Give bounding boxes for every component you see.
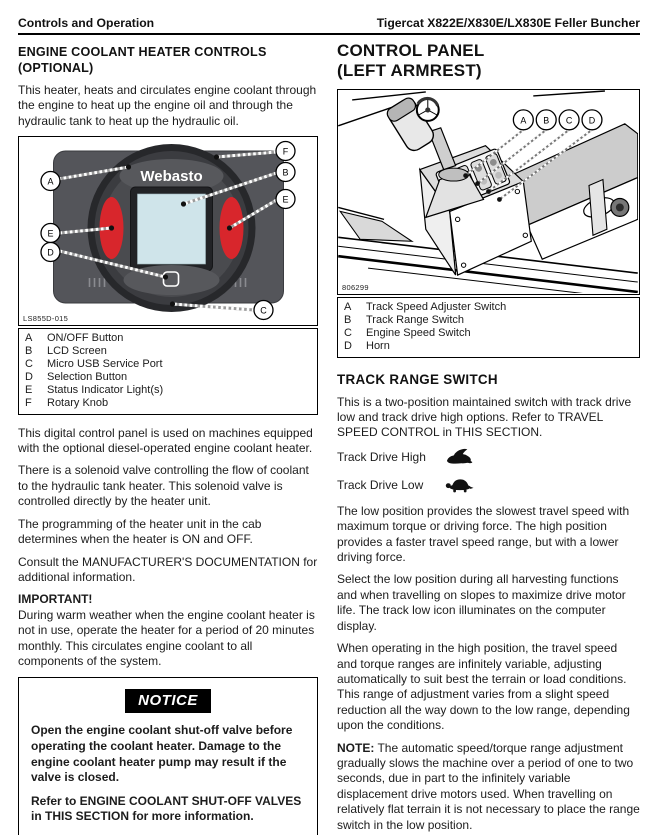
rabbit-icon: [445, 448, 475, 466]
legend-row: B LCD Screen: [25, 345, 107, 358]
lcd-screen: [138, 194, 206, 264]
notice-paragraph: Open the engine coolant shut-off valve before operating the coolant heater. Damage to the engine coolant heater pump may result if the valve is closed.: [31, 723, 293, 785]
paragraph: This is a two-position maintained switch with track drive low and track drive high options. Refer to TRAVEL SPEED CONTROL in THIS SECTION.: [337, 394, 632, 440]
heater-panel-drawing: [19, 137, 316, 324]
paragraph: The low position provides the slowest travel speed with maximum torque or driving force. The high position provides a faster travel speed range, but with a lower driving force.: [337, 503, 630, 565]
paragraph: There is a solenoid valve controlling the flow of coolant to the hydraulic tank heater. This solenoid valve is controlled directly by the heater unit.: [18, 463, 309, 509]
callout-c: [254, 301, 273, 320]
heading-control-panel: CONTROL PANEL (LEFT ARMREST): [337, 41, 485, 80]
callout-a: [513, 110, 533, 130]
page-header: [0, 0, 657, 33]
figure-id-label: LS855D-015: [23, 314, 69, 324]
legend-row: B Track Range Switch: [344, 313, 465, 326]
notice-paragraph: Refer to ENGINE COOLANT SHUT-OFF VALVES in THIS SECTION for more information.: [31, 793, 302, 824]
note-label: NOTE:: [337, 740, 375, 755]
legend-row: E Status Indicator Light(s): [25, 383, 164, 396]
callout-e-left: [41, 224, 60, 243]
svg-text:E: E: [47, 228, 54, 239]
legend-row: C Engine Speed Switch: [344, 326, 471, 339]
callout-b: [276, 163, 295, 182]
svg-text:C: C: [260, 305, 267, 316]
paragraph: When operating in the high position, the travel speed and torque ranges are infinitely variable, adjusting automatically to suit best the terrain or load conditions. This range of adjustment varies from a slight speed reduction all the way down to the low range, depending upon the conditions.: [337, 641, 630, 733]
paragraph: This digital control panel is used on machines equipped with the optional diesel-operated engine coolant heater.: [18, 425, 313, 456]
left-column: [18, 41, 318, 835]
paragraph: Consult the MANUFACTURER'S DOCUMENTATION for additional information.: [18, 554, 318, 584]
callout-d: [582, 110, 602, 130]
heading-track-range-switch: TRACK RANGE SWITCH: [337, 371, 498, 387]
paragraph: Select the low position during all harvesting functions and when travelling on slopes to maximize drive motor life. The track low icon illuminates on the computer display.: [337, 572, 626, 633]
legend-row: D Horn: [344, 339, 390, 352]
svg-text:D: D: [47, 247, 54, 258]
legend-row: A Track Speed Adjuster Switch: [344, 301, 507, 313]
webasto-logo: Webasto: [140, 168, 203, 186]
legend-heater-panel: [18, 328, 318, 414]
figure-heater-control-panel: [18, 136, 318, 326]
callout-b: [536, 110, 556, 130]
svg-text:D: D: [588, 115, 596, 126]
callout-f: [276, 142, 295, 161]
callout-c: [559, 110, 579, 130]
note-body: The automatic speed/torque range adjustment gradually slows the machine over a period of one to two seconds, due in part to the infinitely variable displacement drive motors used. When travelling on relatively flat terrain it is not necessary to place the range switch in the low position.: [337, 740, 640, 832]
armrest-drawing: [338, 90, 638, 293]
callout-a: [41, 172, 60, 191]
heading-engine-coolant-heater: ENGINE COOLANT HEATER CONTROLS (OPTIONAL): [18, 45, 267, 75]
right-column: [337, 41, 640, 835]
callout-e-right: [276, 190, 295, 209]
note-paragraph: [337, 741, 640, 833]
track-drive-high-row: [337, 448, 640, 466]
turtle-icon: [445, 476, 475, 494]
svg-text:B: B: [282, 167, 289, 178]
notice-badge: NOTICE: [125, 689, 211, 713]
left-bracket: [340, 211, 412, 241]
legend-armrest-panel: [337, 297, 640, 358]
important-title: IMPORTANT!: [18, 592, 93, 607]
track-drive-low-label: Track Drive Low: [337, 477, 424, 492]
wheel-knob: [417, 98, 439, 120]
svg-text:A: A: [47, 176, 54, 187]
header-section-title: Controls and Operation: [18, 16, 155, 30]
svg-text:A: A: [520, 115, 527, 126]
important-body: During warm weather when the engine coolant heater is not in use, operate the heater for a period of 20 minutes monthly. This circulates engine coolant to all components of the system.: [18, 607, 315, 668]
figure-armrest-control-panel: [337, 89, 640, 295]
legend-row: C Micro USB Service Port: [25, 358, 163, 371]
track-drive-high-label: Track Drive High: [337, 449, 426, 464]
callout-d: [41, 243, 60, 262]
svg-text:F: F: [282, 146, 289, 157]
figure-id-label: 806299: [342, 283, 369, 292]
legend-row: D Selection Button: [25, 370, 128, 383]
track-drive-low-row: [337, 476, 640, 494]
notice-badge-wrap: [31, 689, 305, 713]
paragraph: The programming of the heater unit in the cab determines when the heater is ON and OFF.: [18, 516, 262, 547]
svg-text:C: C: [565, 115, 573, 126]
svg-text:B: B: [543, 115, 550, 126]
svg-text:E: E: [282, 194, 289, 205]
roller-hub: [616, 203, 624, 211]
intro-paragraph: This heater, heats and circulates engine coolant through the engine to heat up the engine oil and through the hydraulic tank to heat up the hydraulic oil.: [18, 83, 317, 128]
legend-row: A ON/OFF Button: [25, 332, 124, 345]
notice-box: [18, 677, 318, 835]
legend-row: F Rotary Knob: [25, 396, 109, 409]
header-model-title: Tigercat X822E/X830E/LX830E Feller Buncher: [376, 16, 640, 30]
